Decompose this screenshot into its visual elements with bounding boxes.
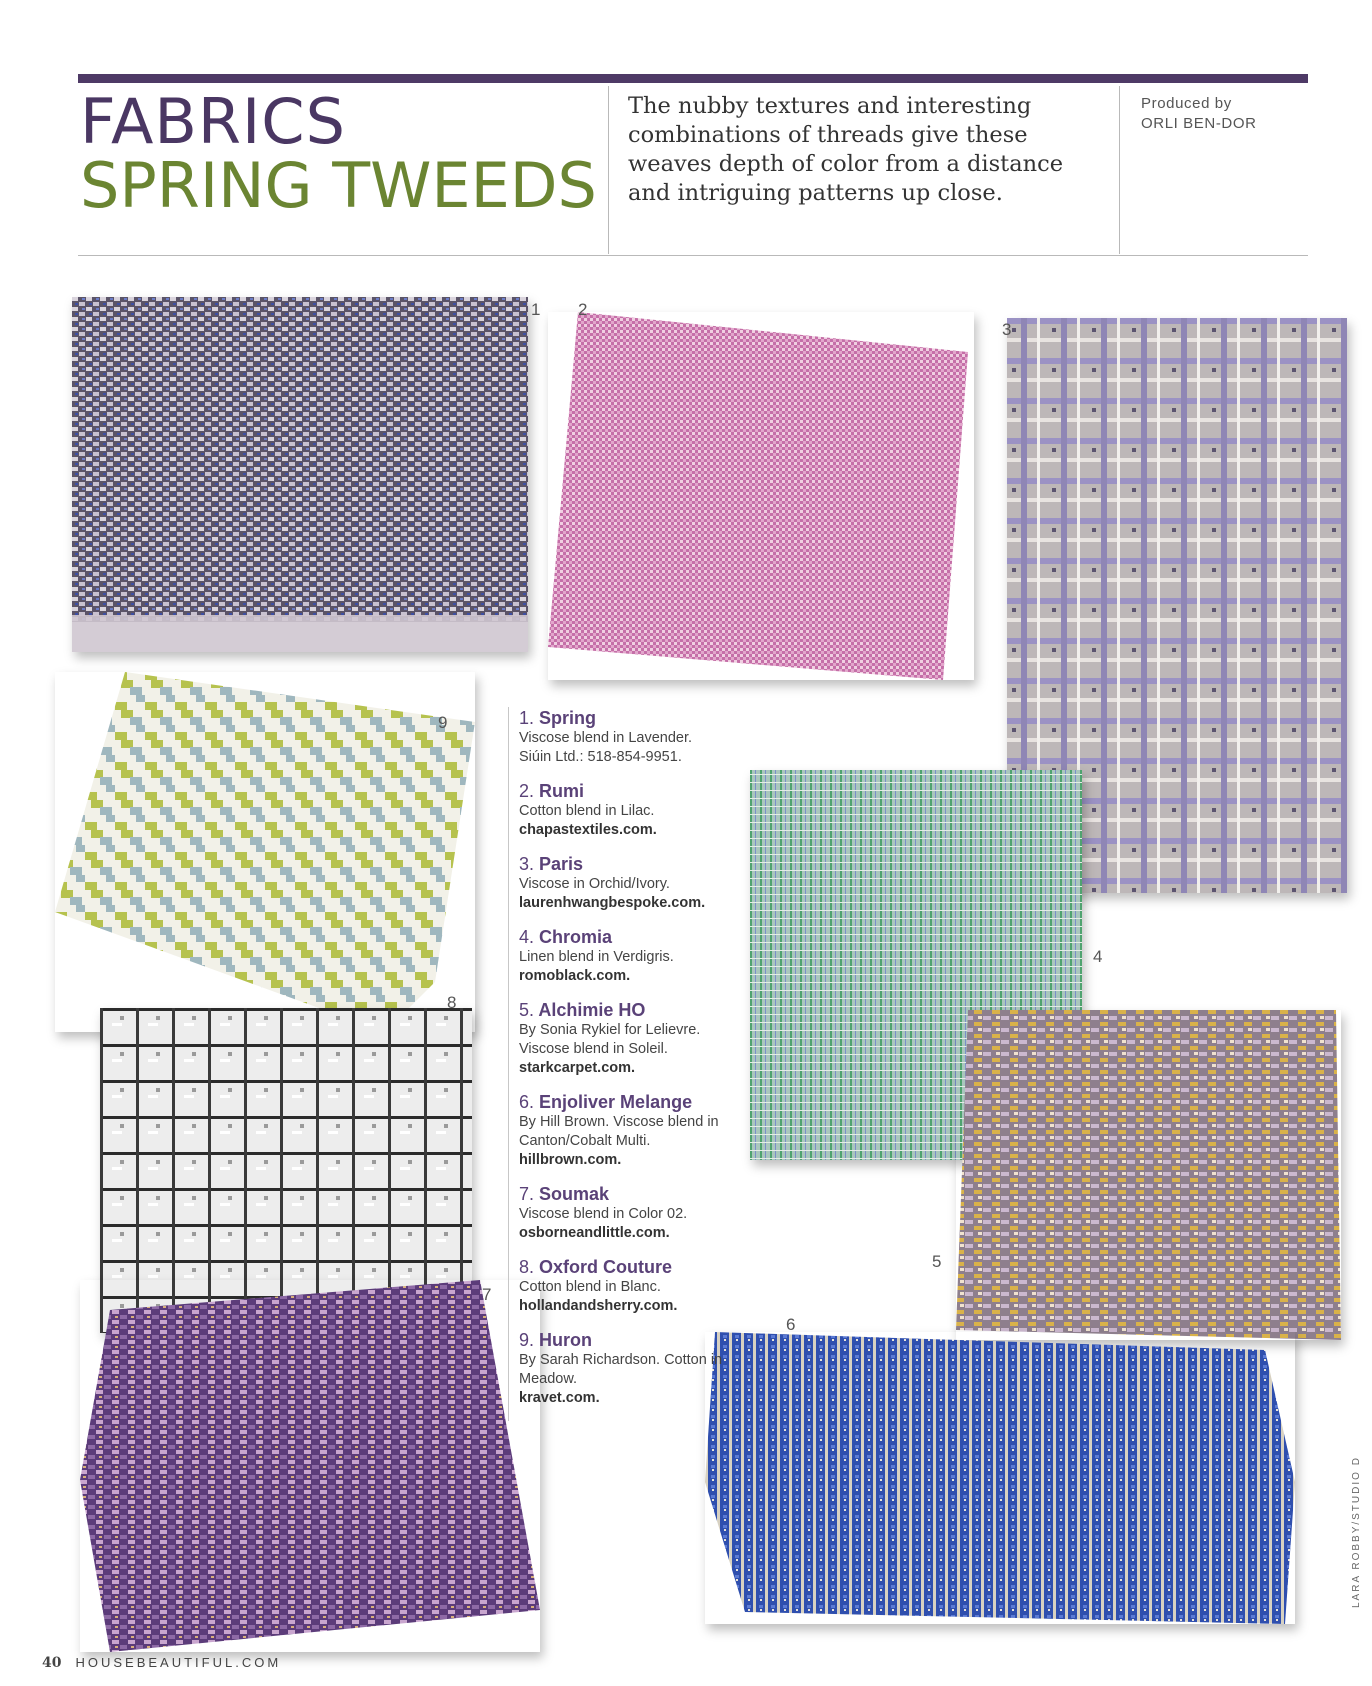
credit: [1141, 94, 1257, 134]
item-number: 4.: [519, 927, 535, 947]
swatch-number: 1: [531, 300, 541, 319]
fabric-source[interactable]: hollandandsherry.com.: [519, 1298, 678, 1314]
fabric-source: Siúin Ltd.: 518-854-9951.: [519, 749, 682, 765]
item-number: 2.: [519, 781, 535, 801]
fabric-swatch-soumak: [80, 1280, 540, 1652]
fabric-swatch-rumi: [548, 312, 974, 680]
fabric-description: By Sonia Rykiel for Lelievre. Viscose blend in Soleil.: [519, 1022, 701, 1057]
photo-credit: LARA ROBBY/STUDIO D: [1351, 1456, 1362, 1608]
list-item: [519, 926, 749, 986]
fabric-swatch-huron: [55, 672, 475, 1032]
fabric-source[interactable]: kravet.com.: [519, 1390, 600, 1406]
item-number: 9.: [519, 1330, 535, 1350]
fabric-name: Chromia: [539, 927, 613, 947]
list-item: [519, 1256, 749, 1316]
fabric-swatch-spring: [72, 297, 528, 652]
credit-label: Produced by: [1141, 95, 1232, 112]
item-number: 1.: [519, 708, 535, 728]
page-title: SPRING TWEEDS: [80, 149, 597, 222]
item-number: 8.: [519, 1257, 535, 1277]
list-item: [519, 1183, 749, 1243]
item-number: 7.: [519, 1184, 535, 1204]
swatch-number: 3: [1002, 320, 1012, 339]
fabric-source[interactable]: starkcarpet.com.: [519, 1060, 636, 1076]
item-number: 3.: [519, 854, 535, 874]
fabric-name: Rumi: [539, 781, 585, 801]
fabric-description: By Sarah Richardson. Cotton in Meadow.: [519, 1352, 723, 1387]
folio: [42, 1655, 281, 1671]
credit-name: ORLI BEN-DOR: [1141, 115, 1257, 132]
fabric-name: Huron: [539, 1330, 593, 1350]
section-title: FABRICS: [80, 85, 346, 158]
fabric-name: Enjoliver Melange: [539, 1092, 693, 1112]
intro-deck: The nubby textures and interesting combinations of threads give these weaves depth of color from a distance and intriguing patterns up close.: [628, 93, 1064, 206]
swatch-number: 4: [1093, 947, 1103, 966]
fabric-description: Linen blend in Verdigris.: [519, 949, 674, 965]
list-item: [519, 1329, 749, 1408]
item-number: 5.: [519, 1000, 535, 1020]
fabric-source[interactable]: romoblack.com.: [519, 968, 631, 984]
fabric-name: Spring: [539, 708, 597, 728]
fabric-name: Soumak: [539, 1184, 610, 1204]
swatch-number: 7: [482, 1285, 492, 1304]
list-item: [519, 999, 749, 1078]
page-number: 40: [42, 1655, 62, 1671]
top-rule: [78, 74, 1308, 83]
fabric-source[interactable]: laurenhwangbespoke.com.: [519, 895, 706, 911]
fabric-source-list: [508, 707, 749, 1421]
swatch-number: 6: [786, 1315, 796, 1334]
divider-vertical: [1119, 86, 1120, 254]
fabric-description: By Hill Brown. Viscose blend in Canton/Cobalt Multi.: [519, 1114, 719, 1149]
fabric-source[interactable]: chapastextiles.com.: [519, 822, 657, 838]
list-item: [519, 707, 749, 767]
list-item: [519, 780, 749, 840]
fabric-name: Paris: [539, 854, 584, 874]
item-number: 6.: [519, 1092, 535, 1112]
swatch-number: 5: [932, 1252, 942, 1271]
swatch-number: 8: [447, 993, 457, 1012]
fabric-source[interactable]: hillbrown.com.: [519, 1152, 622, 1168]
fabric-name: Alchimie HO: [538, 1000, 646, 1020]
fabric-name: Oxford Couture: [539, 1257, 673, 1277]
list-item: [519, 853, 749, 913]
fabric-description: Cotton blend in Blanc.: [519, 1279, 661, 1295]
fabric-description: Cotton blend in Lilac.: [519, 803, 655, 819]
fabric-description: Viscose blend in Color 02.: [519, 1206, 688, 1222]
site-name: HOUSEBEAUTIFUL.COM: [75, 1655, 282, 1670]
list-item: [519, 1091, 749, 1170]
fabric-description: Viscose in Orchid/Ivory.: [519, 876, 670, 892]
divider-horizontal: [78, 255, 1308, 256]
fabric-swatch-alchimie-ho: [956, 1010, 1341, 1340]
divider-vertical: [608, 86, 609, 254]
fabric-swatch-enjoliver-melange: [705, 1332, 1295, 1624]
swatch-number: 2: [578, 300, 588, 319]
fabric-source[interactable]: osborneandlittle.com.: [519, 1225, 670, 1241]
fabric-description: Viscose blend in Lavender.: [519, 730, 693, 746]
swatch-number: 9: [438, 713, 448, 732]
